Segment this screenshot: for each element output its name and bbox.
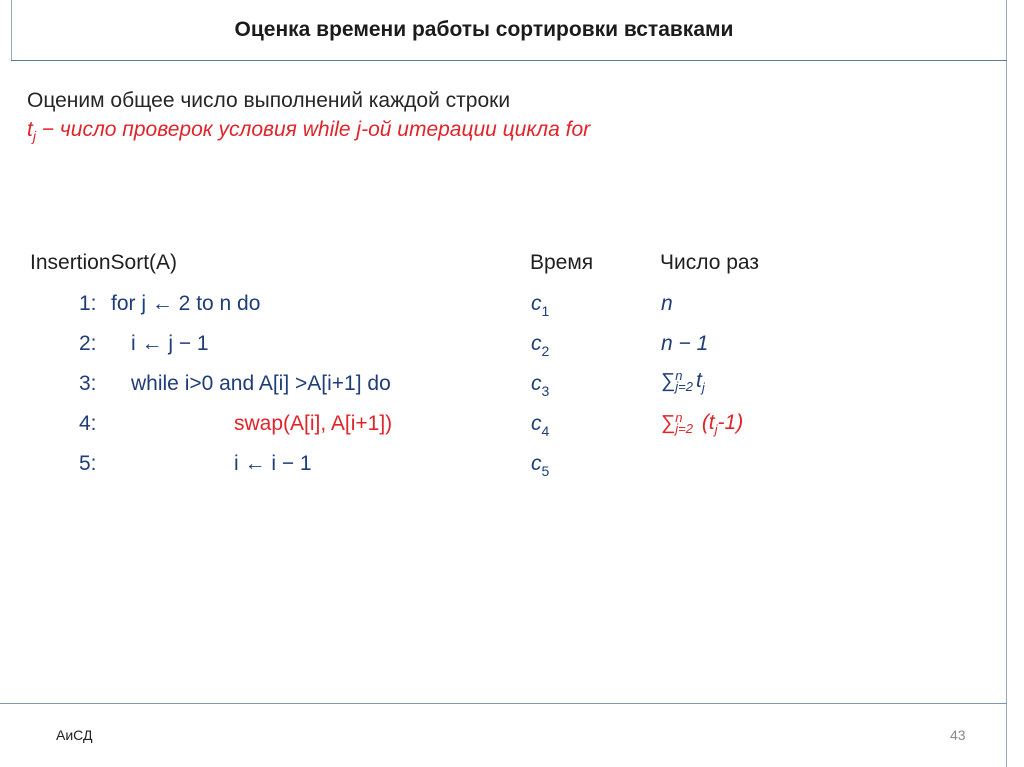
code-line: i ← j − 1 bbox=[131, 332, 209, 355]
code-header: InsertionSort(A) bbox=[30, 251, 178, 274]
sum-lower: j=2 bbox=[675, 379, 693, 395]
line-number: 5: bbox=[79, 452, 97, 475]
slide-title: Оценка времени работы сортировки вставками bbox=[234, 18, 734, 41]
footer-course-label: АиСД bbox=[56, 727, 93, 743]
cost-var: c bbox=[531, 292, 542, 315]
intro-var: t bbox=[27, 118, 33, 141]
cost-cell bbox=[531, 372, 549, 399]
cost-subscript: 1 bbox=[541, 303, 550, 319]
cost-subscript: 4 bbox=[541, 423, 550, 439]
cost-cell bbox=[531, 292, 549, 319]
cost-subscript: 3 bbox=[541, 383, 550, 399]
page-number: 43 bbox=[950, 727, 966, 743]
cost-subscript: 2 bbox=[541, 343, 550, 359]
sum-upper: n bbox=[675, 368, 683, 384]
cost-cell bbox=[531, 452, 549, 479]
code-line: i ← i − 1 bbox=[234, 452, 312, 475]
sum-post: -1) bbox=[717, 411, 744, 434]
cost-subscript: 5 bbox=[541, 463, 550, 479]
cost-cell bbox=[531, 412, 549, 439]
code-line: swap(A[i], A[i+1]) bbox=[234, 412, 393, 435]
sum-limits bbox=[675, 410, 693, 437]
sigma-symbol: ∑ bbox=[661, 370, 676, 392]
column-header-time: Время bbox=[530, 251, 594, 274]
code-line: for j ← 2 to n do bbox=[111, 292, 261, 315]
sum-limits bbox=[675, 368, 693, 395]
cost-var: c bbox=[531, 372, 542, 395]
count-sum-cell bbox=[661, 411, 743, 437]
count-sum-cell bbox=[661, 369, 705, 395]
line-number: 1: bbox=[79, 292, 97, 315]
sum-var: t bbox=[695, 369, 702, 392]
intro-line-1: Оценим общее число выполнений каждой строки bbox=[27, 89, 511, 112]
cost-var: c bbox=[531, 412, 542, 435]
sum-var-subscript: j bbox=[701, 380, 705, 395]
sum-upper: n bbox=[675, 410, 683, 426]
column-header-count: Число раз bbox=[660, 251, 759, 274]
count-cell: n − 1 bbox=[661, 332, 709, 355]
sum-pre: (t bbox=[695, 411, 715, 434]
intro-line-2 bbox=[27, 118, 590, 144]
sum-var-subscript: j bbox=[714, 422, 718, 437]
code-line: while i>0 and A[i] >A[i+1] do bbox=[131, 372, 391, 395]
line-number: 4: bbox=[79, 412, 97, 435]
footer-divider bbox=[0, 703, 1007, 704]
intro-var-subscript: j bbox=[32, 128, 36, 144]
count-cell: n bbox=[661, 292, 673, 315]
line-number: 2: bbox=[79, 332, 97, 355]
sigma-symbol: ∑ bbox=[661, 412, 676, 434]
title-divider bbox=[11, 60, 1007, 61]
intro-line-2-text: − число проверок условия while j-ой итерации цикла for bbox=[35, 118, 591, 141]
sum-lower: j=2 bbox=[675, 421, 693, 437]
frame-right-border bbox=[1006, 0, 1007, 767]
cost-var: c bbox=[531, 452, 542, 475]
cost-var: c bbox=[531, 332, 542, 355]
line-number: 3: bbox=[79, 372, 97, 395]
cost-cell bbox=[531, 332, 549, 359]
